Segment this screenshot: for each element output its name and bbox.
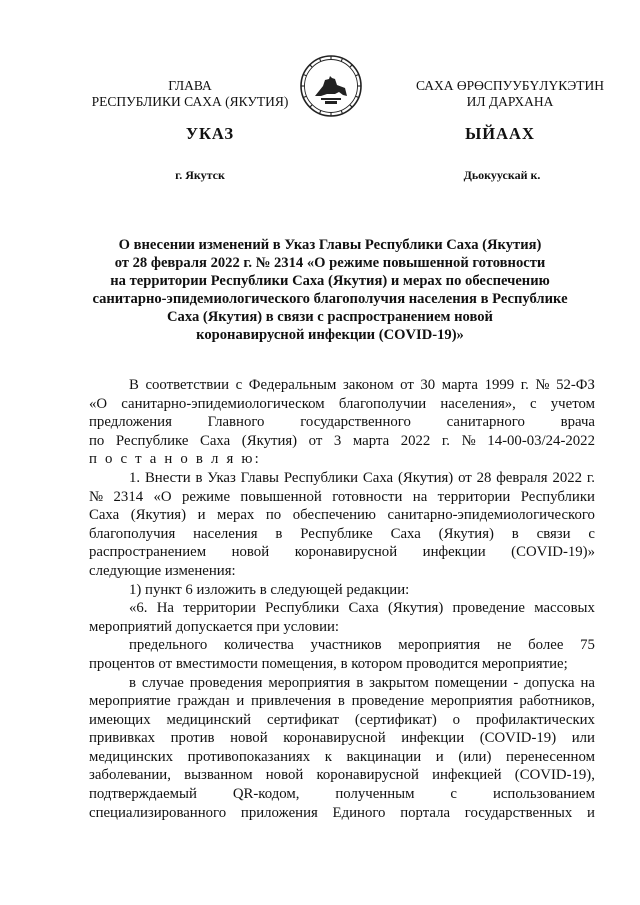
title-line: на территории Республики Саха (Якутия) и мерах по обеспечению bbox=[110, 273, 550, 289]
body-word: о bbox=[452, 711, 461, 728]
body-word: мероприятия bbox=[430, 693, 513, 710]
body-word: от bbox=[458, 469, 472, 486]
body-word: г. bbox=[520, 377, 529, 393]
body-word: соответствии bbox=[145, 377, 230, 393]
body-line bbox=[89, 748, 595, 767]
body-word: (Якутия) bbox=[438, 525, 494, 542]
body-word: Указ bbox=[207, 469, 236, 486]
issuer-title-sah bbox=[390, 78, 630, 110]
body-word: 52-ФЗ bbox=[556, 377, 595, 393]
body-word: проведение bbox=[351, 693, 425, 710]
body-word: благополучия bbox=[89, 525, 176, 542]
body-word: допуска bbox=[524, 674, 575, 691]
body-word: Саха bbox=[362, 469, 394, 486]
body-word: приложения bbox=[240, 804, 318, 821]
body-word: - bbox=[513, 674, 519, 691]
body-word: работников, bbox=[519, 693, 595, 710]
body-word: QR-кодом, bbox=[232, 786, 300, 803]
body-word: полученным bbox=[335, 786, 415, 803]
body-word: массовых bbox=[534, 600, 595, 617]
body-word: врача bbox=[560, 414, 595, 431]
body-word: «6. bbox=[129, 600, 148, 617]
body-word: и bbox=[197, 507, 206, 524]
body-line-text: п о с т а н о в л я ю: bbox=[89, 451, 261, 468]
body-word: 2022 bbox=[552, 469, 583, 486]
body-word: имеющих bbox=[89, 711, 151, 728]
body-word: медицинских bbox=[89, 748, 174, 765]
document-body bbox=[89, 376, 595, 822]
body-word: Республики bbox=[265, 600, 340, 617]
body-line bbox=[89, 543, 595, 562]
body-word: вызванном bbox=[184, 767, 253, 784]
body-word: благополучии bbox=[338, 395, 427, 412]
body-line bbox=[89, 488, 595, 507]
body-word: населения», bbox=[440, 395, 516, 412]
body-word: Главы bbox=[240, 469, 279, 486]
body-word: мероприятия bbox=[398, 637, 481, 654]
body-word: вакцинации bbox=[346, 748, 422, 765]
body-word: предельного bbox=[129, 637, 208, 654]
body-word: населения bbox=[193, 525, 258, 542]
body-word: с bbox=[530, 395, 537, 412]
body-word: с bbox=[588, 525, 595, 542]
body-word: привлечения bbox=[250, 693, 332, 710]
body-word: № bbox=[89, 488, 104, 505]
body-word: от bbox=[308, 432, 323, 449]
body-word: «О bbox=[153, 488, 172, 505]
body-word: инфекции bbox=[422, 544, 486, 561]
body-word: в bbox=[129, 674, 136, 691]
body-word: 2022 bbox=[400, 432, 431, 449]
body-word: новой bbox=[230, 730, 268, 747]
body-word: подтверждаемый bbox=[89, 786, 197, 803]
body-word: учетом bbox=[550, 395, 595, 412]
body-word: государственных bbox=[464, 804, 573, 821]
body-line bbox=[89, 618, 595, 637]
doc-type-sah: ЫЙААХ bbox=[465, 124, 535, 143]
body-word: помещении bbox=[434, 674, 508, 691]
body-word: марта bbox=[441, 377, 478, 393]
body-word: санитарного bbox=[446, 414, 525, 431]
body-word: в bbox=[275, 525, 283, 542]
body-line bbox=[89, 562, 595, 581]
body-word: санитарно-эпидемиологическом bbox=[121, 395, 325, 412]
body-word: На bbox=[156, 600, 174, 617]
doc-type-ru: УКАЗ bbox=[185, 124, 235, 143]
body-word: случае bbox=[141, 674, 184, 691]
body-word: сертификат bbox=[266, 711, 339, 728]
issuer-title-ru-line1: ГЛАВА bbox=[168, 78, 212, 93]
body-word: (Якутия) bbox=[397, 469, 454, 486]
body-word: (Якутия) bbox=[241, 432, 298, 449]
body-line-text: процентов от вместимости помещения, в котором проводится мероприятие; bbox=[89, 655, 568, 672]
body-line bbox=[89, 525, 595, 544]
body-word: территории bbox=[437, 488, 511, 505]
body-word: Республике bbox=[300, 525, 373, 542]
body-word: мерах bbox=[217, 507, 255, 524]
body-word: Саха bbox=[390, 525, 421, 542]
coat-of-arms-icon bbox=[299, 54, 363, 118]
body-word: коронавирусной bbox=[316, 767, 419, 784]
body-word: коронавирусной bbox=[283, 730, 386, 747]
body-word: В bbox=[129, 377, 139, 393]
title-line: О внесении изменений в Указ Главы Республики Саха (Якутия) bbox=[118, 237, 542, 253]
body-word: (COVID-19) bbox=[479, 730, 557, 747]
body-line bbox=[89, 599, 595, 618]
body-word: Саха bbox=[200, 432, 231, 449]
body-word: на bbox=[580, 674, 595, 691]
body-line bbox=[89, 469, 595, 488]
body-line bbox=[89, 804, 595, 823]
body-line bbox=[89, 395, 595, 414]
body-word: использованием bbox=[492, 786, 595, 803]
body-word: 14-00-03/24-2022 bbox=[487, 432, 595, 449]
body-word: участников bbox=[310, 637, 382, 654]
body-word: закрытом bbox=[369, 674, 429, 691]
body-word: 1. bbox=[129, 469, 141, 486]
body-word: (Якутия) bbox=[387, 600, 444, 617]
body-word: и bbox=[587, 804, 595, 821]
body-word: в bbox=[511, 525, 519, 542]
body-word: 28 bbox=[476, 469, 492, 486]
body-line bbox=[89, 766, 595, 785]
body-word: не bbox=[496, 637, 512, 654]
body-word: количества bbox=[224, 637, 294, 654]
body-word: проведения bbox=[189, 674, 263, 691]
body-word: в bbox=[195, 469, 203, 486]
body-word: законом bbox=[342, 377, 394, 393]
body-word: распространением bbox=[89, 544, 207, 561]
body-word: предложения bbox=[89, 414, 172, 431]
body-word: перенесенном bbox=[506, 748, 595, 765]
body-word: обеспечению bbox=[292, 507, 376, 524]
city-sah: Дьокуускай к. bbox=[463, 168, 541, 182]
city-ru: г. Якутск bbox=[175, 168, 225, 182]
body-word: повышенной bbox=[240, 488, 322, 505]
body-line bbox=[89, 674, 595, 693]
body-word: противопоказаниях bbox=[187, 748, 311, 765]
body-word: с bbox=[235, 377, 243, 393]
body-word: № bbox=[461, 432, 476, 449]
body-word: более bbox=[528, 637, 564, 654]
body-word: (COVID-19), bbox=[514, 767, 595, 784]
body-word: с bbox=[450, 786, 457, 803]
body-line bbox=[89, 506, 595, 525]
body-line bbox=[89, 581, 595, 600]
body-line bbox=[89, 413, 595, 432]
body-word: граждан bbox=[177, 693, 230, 710]
body-word: режиме bbox=[181, 488, 231, 505]
body-line bbox=[89, 729, 595, 748]
body-line bbox=[89, 432, 595, 451]
body-word: 1999 bbox=[484, 377, 515, 393]
body-word: инфекцией bbox=[432, 767, 502, 784]
body-word: Федеральным bbox=[248, 377, 337, 393]
body-word: 2314 bbox=[113, 488, 144, 505]
issuer-title-sah-line1: САХА ӨРӨСПУУБҮЛҮКЭТИН bbox=[415, 78, 605, 93]
body-word: № bbox=[535, 377, 550, 393]
body-word: готовности bbox=[332, 488, 403, 505]
body-word: и bbox=[236, 693, 245, 710]
body-word: от bbox=[400, 377, 414, 393]
body-word: на bbox=[412, 488, 428, 505]
body-word: связи bbox=[536, 525, 571, 542]
title-line: Саха (Якутия) в связи с распространением новой bbox=[167, 309, 493, 325]
body-word: специализированного bbox=[89, 804, 227, 821]
body-word: санитарно-эпидемиологического bbox=[387, 507, 595, 524]
document-title bbox=[88, 236, 572, 344]
body-word: Саха bbox=[348, 600, 379, 617]
body-word: 75 bbox=[580, 637, 595, 654]
body-word: в bbox=[337, 693, 345, 710]
body-word: профилактических bbox=[475, 711, 595, 728]
body-word: против bbox=[170, 730, 215, 747]
body-line-text: следующие изменения: bbox=[89, 562, 236, 579]
body-word: по bbox=[89, 432, 105, 449]
body-line bbox=[89, 655, 595, 674]
body-word: Саха bbox=[89, 507, 120, 524]
body-word: государственного bbox=[300, 414, 411, 431]
body-word: по bbox=[265, 507, 282, 524]
body-word: Республики bbox=[520, 488, 595, 505]
body-word: февраля bbox=[496, 469, 548, 486]
body-word: заболевании, bbox=[89, 767, 171, 784]
body-word: (или) bbox=[458, 748, 492, 765]
body-line bbox=[89, 450, 595, 469]
body-word: Республике bbox=[115, 432, 189, 449]
body-word: инфекции bbox=[401, 730, 465, 747]
body-word: мероприятия bbox=[268, 674, 351, 691]
body-line-text: мероприятий допускается при условии: bbox=[89, 618, 340, 635]
body-line bbox=[89, 376, 595, 395]
body-line bbox=[89, 711, 595, 730]
body-word: г. bbox=[586, 469, 595, 486]
title-line: санитарно-эпидемиологического благополучия населения в Республике bbox=[92, 291, 568, 307]
body-word: (сертификат) bbox=[354, 711, 437, 728]
body-word: «О bbox=[89, 395, 108, 412]
body-word: новой bbox=[265, 767, 304, 784]
body-word: Внести bbox=[144, 469, 191, 486]
body-word: проведение bbox=[452, 600, 525, 617]
body-word: новой bbox=[231, 544, 270, 561]
issuer-title-sah-line2: ИЛ ДАРХАНА bbox=[466, 94, 554, 109]
body-word: в bbox=[356, 674, 364, 691]
body-word: медицинский bbox=[166, 711, 252, 728]
issuer-title-ru-line2: РЕСПУБЛИКИ САХА (ЯКУТИЯ) bbox=[91, 94, 289, 109]
body-word: прививках bbox=[89, 730, 156, 747]
body-word: (COVID-19)» bbox=[511, 544, 595, 561]
body-word: мероприятие bbox=[89, 693, 171, 710]
body-line bbox=[89, 636, 595, 655]
body-word: Республики bbox=[283, 469, 359, 486]
title-line: от 28 февраля 2022 г. № 2314 «О режиме повышенной готовности bbox=[114, 255, 546, 271]
body-word: территории bbox=[183, 600, 256, 617]
body-word: к bbox=[324, 748, 332, 765]
body-word: марта bbox=[352, 432, 390, 449]
body-word: портала bbox=[400, 804, 451, 821]
body-word: 30 bbox=[420, 377, 436, 393]
body-word: г. bbox=[441, 432, 451, 449]
body-line bbox=[89, 692, 595, 711]
body-word: Главного bbox=[207, 414, 265, 431]
body-word: или bbox=[571, 730, 595, 747]
title-line: коронавирусной инфекции (COVID-19)» bbox=[196, 327, 464, 343]
issuer-title-ru bbox=[70, 78, 310, 110]
body-line bbox=[89, 785, 595, 804]
body-word: (Якутия) bbox=[130, 507, 187, 524]
body-word: и bbox=[435, 748, 444, 765]
body-line-text: 1) пункт 6 изложить в следующей редакции: bbox=[129, 581, 410, 598]
body-word: Единого bbox=[332, 804, 386, 821]
body-word: коронавирусной bbox=[294, 544, 398, 561]
body-word: 3 bbox=[333, 432, 342, 449]
